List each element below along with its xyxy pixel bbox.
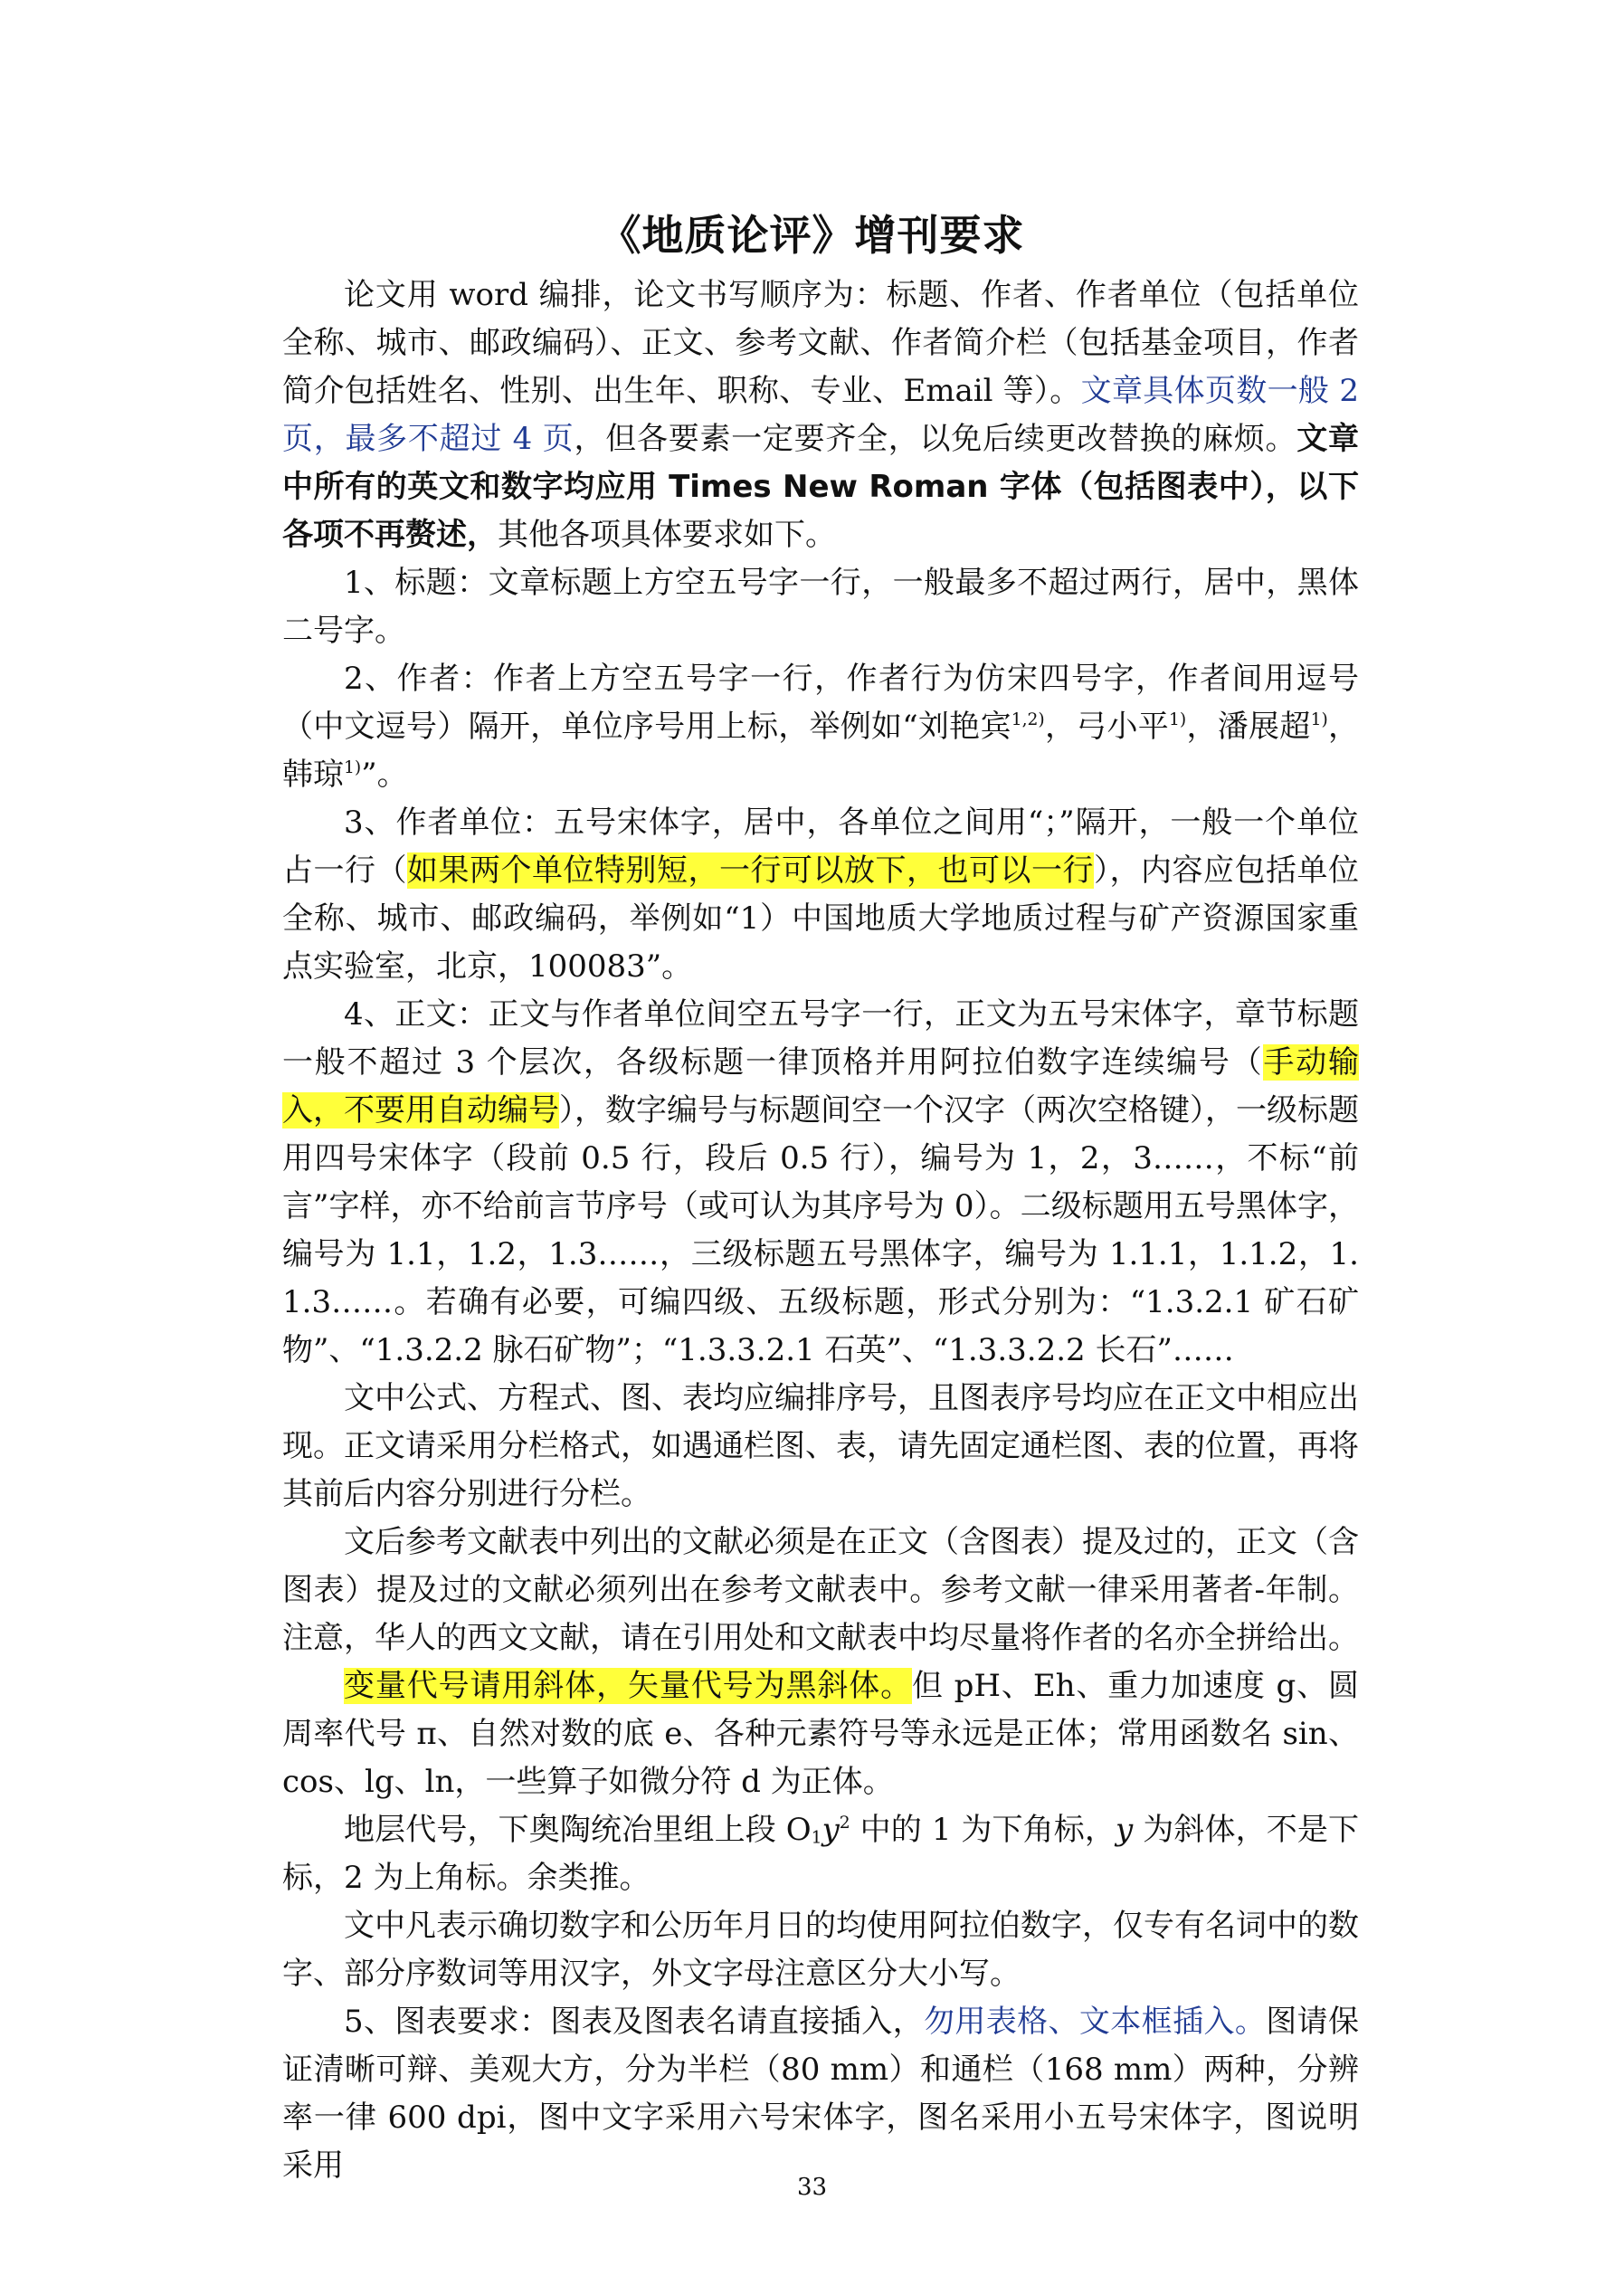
item-2-authors (282, 655, 1359, 799)
strata-text: 中的 1 为下角标， (850, 1812, 1116, 1848)
superscript: 1,2) (1011, 709, 1045, 729)
intro-text: 论文用 word 编排，论文书写顺序为：标题、作者、作者单位（包括单位全称、城市、邮政编码）、正文、参考文献、作者简介栏（包括基金项目，作者简介包括姓名、性别、出生年、职称、专业、Email 等）。 (282, 277, 1359, 409)
item-5-text: 5、图表要求：图表及图表名请直接插入， (344, 2004, 924, 2040)
strata-text: 地层代号，下奥陶统冶里组上段 O (344, 1812, 812, 1848)
item-4-text: ），数字编号与标题间空一个汉字（两次空格键），一级标题用四号宋体字（段前 0.5 行，段后 0.5 行），编号为 1，2，3……，不标“前言”字样，亦不给前言节序号（或可认为其序号为 0）。二级标题用五号黑体字，编号为 1.1，1.2，1.3……，三级标题五号黑体字，编号为 1.1.1，1.1.2，1.1.3……。若确有必要，可编四级、五级标题，形式分别为：“1.3.2.1 矿石矿物”、“1.3.2.2 脉石矿物”；“1.3.3.2.1 石英”、“1.3.3.2.2 长石”…… (282, 1092, 1359, 1368)
italic-symbol: y (821, 1812, 840, 1848)
intro-text-3: 其他各项具体要求如下。 (498, 517, 836, 553)
references-paragraph: 文后参考文献表中列出的文献必须是在正文（含图表）提及过的，正文（含图表）提及过的文献必须列出在参考文献表中。参考文献一律采用著者-年制。注意，华人的西文文献，请在引用处和文献表中均尽量将作者的名亦全拼给出。 (282, 1524, 1359, 1656)
item-5-text: 图请保证清晰可辩、美观大方，分为半栏（80 mm）和通栏（168 mm）两种，分辨率一律 600 dpi，图中文字采用六号宋体字，图名采用小五号宋体字，图说明采用 (282, 2004, 1360, 2184)
italic-symbol: y (1116, 1812, 1134, 1848)
page-title: 《地质论评》增刊要求 (599, 211, 1025, 260)
strata-text: 为斜体，不是下标，2 为上角标。余类推。 (282, 1812, 1359, 1896)
intro-paragraph (282, 271, 1359, 559)
superscript: 1) (344, 757, 362, 777)
item-2-text: 2、作者：作者上方空五号字一行，作者行为仿宋四号字，作者间用逗号（中文逗号）隔开，单位序号用上标，举例如“刘艳宾 (282, 661, 1359, 745)
superscript: 1) (1310, 709, 1328, 729)
item-2-text: ，弓小平 (1044, 709, 1170, 745)
subscript: 1 (811, 1828, 822, 1848)
item-3-text: ），内容应包括单位全称、城市、邮政编码，举例如“1）中国地质大学地质过程与矿产资源国家重点实验室，北京，100083”。 (282, 852, 1359, 985)
formula-paragraph: 文中公式、方程式、图、表均应编排序号，且图表序号均应在正文中相应出现。正文请采用分栏格式，如遇通栏图、表，请先固定通栏图、表的位置，再将其前后内容分别进行分栏。 (282, 1380, 1359, 1512)
variables-paragraph (282, 1662, 1359, 1806)
variables-text: 但 pH、Eh、重力加速度 g、圆周率代号 π、自然对数的底 e、各种元素符号等永远是正体；常用函数名 sin、cos、lg、ln，一些算子如微分符 d 为正体。 (282, 1668, 1360, 1800)
item-4-main-text (282, 991, 1359, 1375)
page-limit-note: 文章具体页数一般 2 页，最多不超过 4 页 (282, 373, 1359, 457)
item-3-affiliation (282, 799, 1359, 991)
item-5-figures (282, 1998, 1359, 2190)
insert-method-note: 勿用表格、文本框插入。 (923, 2004, 1267, 2040)
superscript: 2 (839, 1813, 850, 1833)
highlighted-text: 变量代号请用斜体，矢量代号为黑斜体。 (344, 1668, 913, 1704)
item-4-text: 4、正文：正文与作者单位间空五号字一行，正文为五号宋体字，章节标题一般不超过 3 个层次，各级标题一律顶格并用阿拉伯数字连续编号（ (282, 996, 1359, 1081)
item-2-text: ，潘展超 (1186, 709, 1311, 745)
item-1-title: 1、标题：文章标题上方空五号字一行，一般最多不超过两行，居中，黑体二号字。 (282, 565, 1359, 649)
highlighted-text: 手动输入，不要用自动编号 (282, 1044, 1359, 1128)
page-number: 33 (796, 2174, 828, 2201)
item-2-text: ，韩琼 (282, 709, 1360, 793)
item-2-text: ”。 (361, 757, 408, 793)
item-3-text: 3、作者单位：五号宋体字，居中，各单位之间用“；”隔开，一般一个单位占一行（ (282, 805, 1359, 889)
font-requirement-note: 文章中所有的英文和数字均应用 Times New Roman 字体（包括图表中），以下各项不再赘述， (282, 421, 1360, 553)
highlighted-text: 如果两个单位特别短，一行可以放下，也可以一行 (407, 852, 1094, 889)
body-text (282, 271, 1359, 2190)
strata-paragraph (282, 1806, 1359, 1902)
numbers-paragraph: 文中凡表示确切数字和公历年月日的均使用阿拉伯数字，仅专有名词中的数字、部分序数词等用汉字，外文字母注意区分大小写。 (282, 1908, 1359, 1992)
intro-text-2: ，但各要素一定要齐全，以免后续更改替换的麻烦。 (574, 421, 1297, 457)
superscript: 1) (1169, 709, 1187, 729)
